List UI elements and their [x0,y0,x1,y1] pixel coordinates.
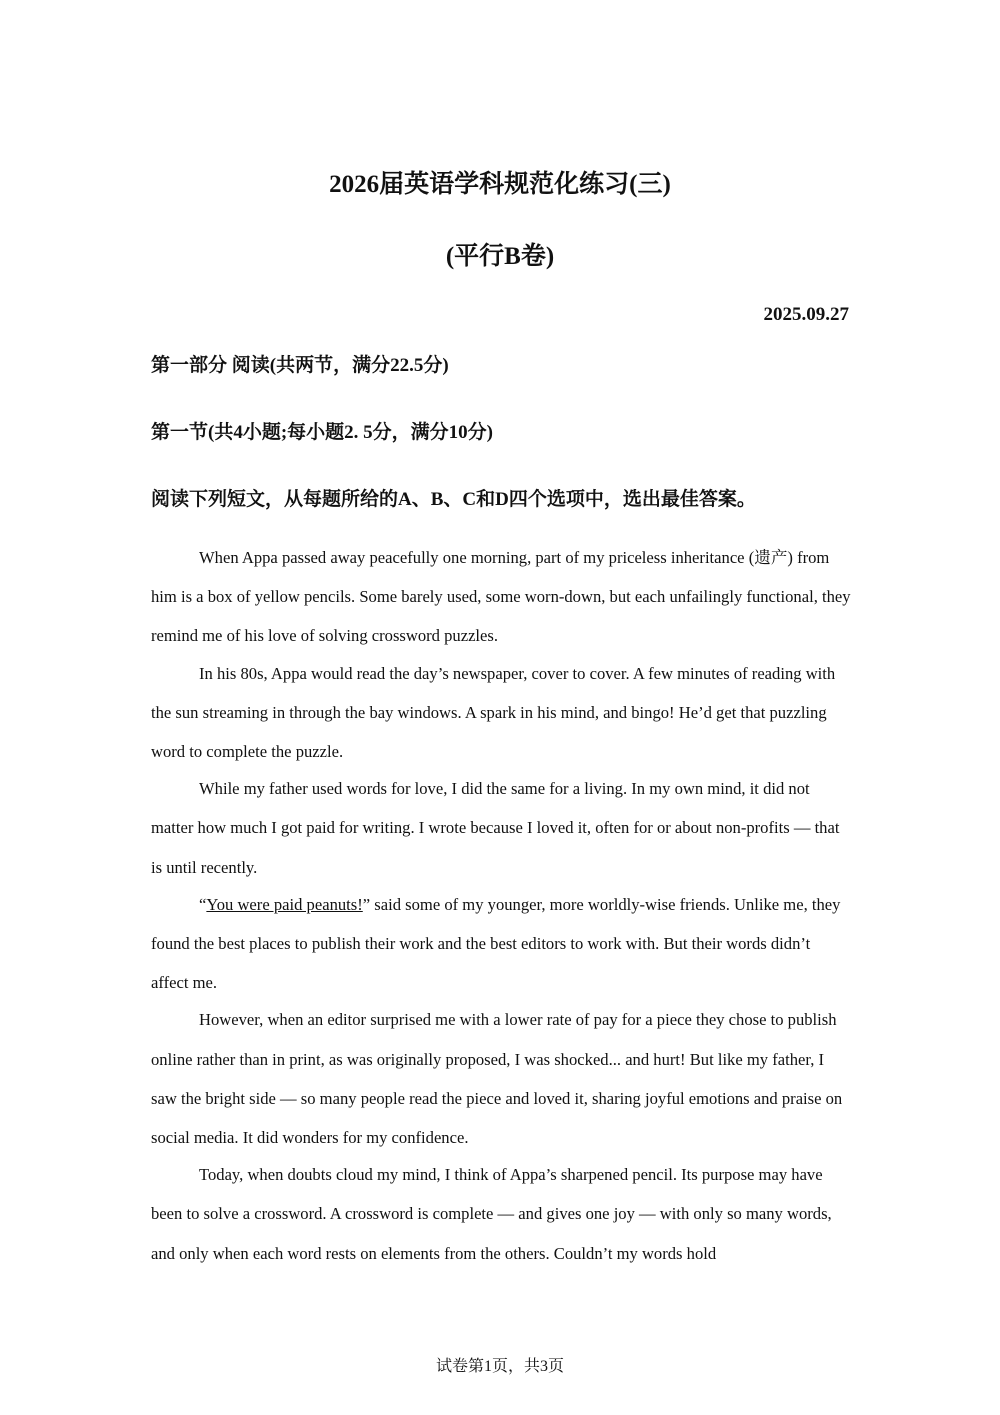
passage-paragraph-2: In his 80s, Appa would read the day’s newspaper, cover to cover. A few minutes of reading with the sun streaming in through the bay windows. A spark in his mind, and bingo! He’d get that puzzling word to complete the puzzle. [151,663,836,762]
underlined-phrase: You were paid peanuts! [206,894,363,914]
section-heading: 第一节(共4小题;每小题2. 5分，满分10分) [151,422,493,443]
reading-passage [151,538,851,1273]
instruction-heading: 阅读下列短文，从每题所给的A、B、C和D四个选项中，选出最佳答案。 [151,489,756,510]
passage-paragraph-3: While my father used words for love, I did the same for a living. In my own mind, it did not matter how much I got paid for writing. I wrote because I loved it, often for or about non-profits — that is until recently. [151,779,840,877]
page-footer: 试卷第1页，共3页 [435,1358,564,1375]
passage-paragraph-6: Today, when doubts cloud my mind, I think of Appa’s sharpened pencil. Its purpose may have been to solve a crossword. A crossword is complete — and gives one joy — with only so many words, and only when each word rests on elements from the others. Couldn’t my words hold [151,1165,832,1263]
passage-paragraph-5: However, when an editor surprised me with a lower rate of pay for a piece they chose to publish online rather than in print, as was originally proposed, I was shocked... and hurt! But like my father, I saw the bright side — so many people read the piece and loved it, sharing joyful emotions and praise on social media. It did wonders for my confidence. [151,1010,843,1148]
exam-date: 2025.09.27 [763,304,849,325]
passage-paragraph-4 [151,885,851,1003]
part-heading: 第一部分 阅读(共两节，满分22.5分) [151,355,449,376]
exam-subtitle: (平行B卷) [445,243,555,270]
passage-paragraph-1: When Appa passed away peacefully one morning, part of my priceless inheritance (遗产) from him is a box of yellow pencils. Some barely used, some worn-down, but each unfailingly functional, they remind me of his love of solving crossword puzzles. [151,548,851,646]
paragraph-4-rest: ” said some of my younger, more worldly-wise friends. Unlike me, they found the best places to publish their work and the best editors to work with. But their words didn’t affect me. [151,894,841,993]
open-quote: “ [199,894,207,914]
exam-title: 2026届英语学科规范化练习(三) [329,171,671,198]
